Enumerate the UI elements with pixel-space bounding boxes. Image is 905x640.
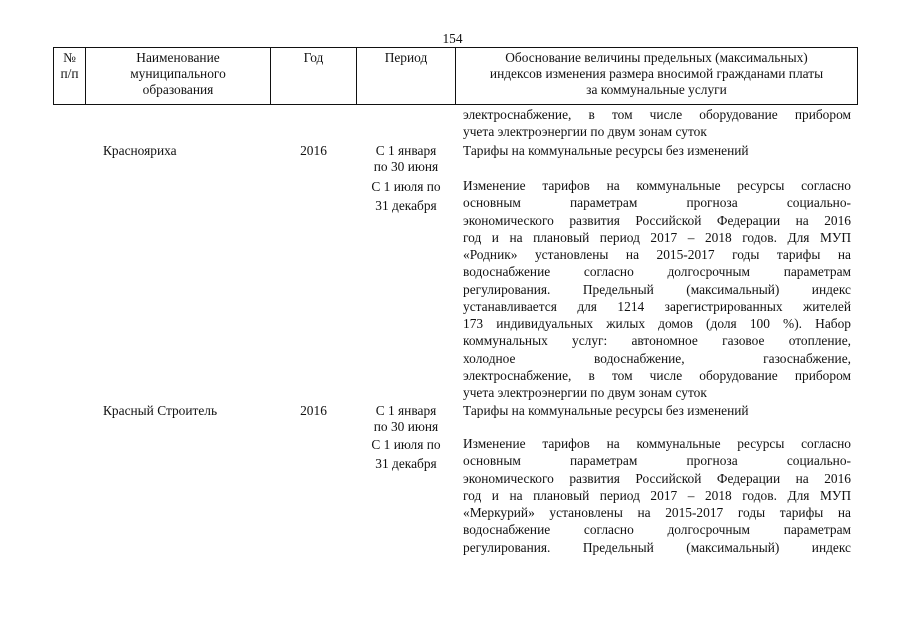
text-line: основным параметрам прогноза социально-: [463, 453, 851, 469]
header-name-line: Наименование: [136, 50, 220, 65]
header-name-line: образования: [142, 82, 214, 97]
text-line: учета электроэнергии по двум зонам суток: [463, 124, 707, 140]
text-line: регулирования. Предельный (максимальный) индекс: [463, 281, 851, 297]
header-num-line: п/п: [60, 66, 79, 81]
period-line: С 1 июля по: [371, 179, 441, 194]
period-line: 31 декабря: [375, 198, 437, 213]
period-line: по 30 июня: [373, 419, 439, 434]
text-line: экономического развития Российской Федерации на 2016: [463, 470, 851, 486]
header-basis-line: Обоснование величины предельных (максимальных): [505, 50, 808, 65]
header-basis: [456, 50, 857, 98]
text-line: Изменение тарифов на коммунальные ресурсы согласно: [463, 178, 851, 193]
header-period: Период: [384, 50, 428, 65]
column-divider: [857, 47, 858, 105]
continuation-text: [463, 106, 851, 141]
text-line: год и на плановый период 2017 – 2018 годов. Для МУП: [463, 229, 851, 245]
header-name: [86, 50, 270, 98]
text-line: регулирования. Предельный (максимальный) индекс: [463, 539, 851, 555]
period-first-half: [357, 403, 455, 435]
text-line: электроснабжение, в том числе оборудование прибором: [463, 367, 851, 383]
period-line: по 30 июня: [373, 159, 439, 174]
text-line: электроснабжение, в том числе оборудование прибором: [463, 107, 851, 122]
basis-unchanged: Тарифы на коммунальные ресурсы без изменений: [463, 403, 749, 418]
text-line: водоснабжение согласно долгосрочным параметрам: [463, 522, 851, 538]
page-number: 154: [442, 31, 463, 46]
period-second-half: [357, 177, 455, 215]
text-line: «Родник» установлены на 2015-2017 годы тарифы на: [463, 247, 851, 262]
header-year: Год: [303, 50, 324, 65]
text-line: коммунальных услуг: автономное газовое отопление,: [463, 333, 851, 349]
period-line: С 1 января: [375, 403, 437, 418]
text-line: водоснабжение согласно долгосрочным параметрам: [463, 264, 851, 280]
text-line: экономического развития Российской Федерации на 2016: [463, 212, 851, 228]
header-name-line: муниципального: [130, 66, 226, 81]
text-line: год и на плановый период 2017 – 2018 годов. Для МУП: [463, 487, 851, 503]
text-line: «Меркурий» установлены на 2015-2017 годы тарифы на: [463, 505, 851, 520]
basis-unchanged: Тарифы на коммунальные ресурсы без изменений: [463, 143, 749, 158]
year-value: 2016: [300, 403, 327, 418]
header-basis-line: за коммунальные услуги: [586, 82, 727, 97]
header-num-line: №: [63, 50, 76, 65]
basis-text: [463, 435, 851, 556]
period-line: 31 декабря: [375, 456, 437, 471]
header-basis-line: индексов изменения размера вносимой гражданами платы: [489, 66, 824, 81]
text-line: 173 индивидуальных жилых домов (доля 100 %). Набор: [463, 316, 851, 331]
text-line: основным параметрам прогноза социально-: [463, 195, 851, 211]
text-line: учета электроэнергии по двум зонам суток: [463, 385, 707, 400]
header-num: [54, 50, 85, 82]
municipality-name: Красный Строитель: [103, 403, 218, 418]
text-line: холодное водоснабжение, газоснабжение,: [463, 350, 851, 366]
year-value: 2016: [300, 143, 327, 158]
basis-text: [463, 177, 851, 401]
period-line: С 1 января: [375, 143, 437, 158]
text-line: устанавливается для 1214 зарегистрированных жителей: [463, 298, 851, 314]
period-second-half: [357, 435, 455, 473]
period-first-half: [357, 143, 455, 175]
municipality-name: Краснояриха: [103, 143, 177, 158]
period-line: С 1 июля по: [371, 437, 441, 452]
text-line: Изменение тарифов на коммунальные ресурсы согласно: [463, 436, 851, 451]
